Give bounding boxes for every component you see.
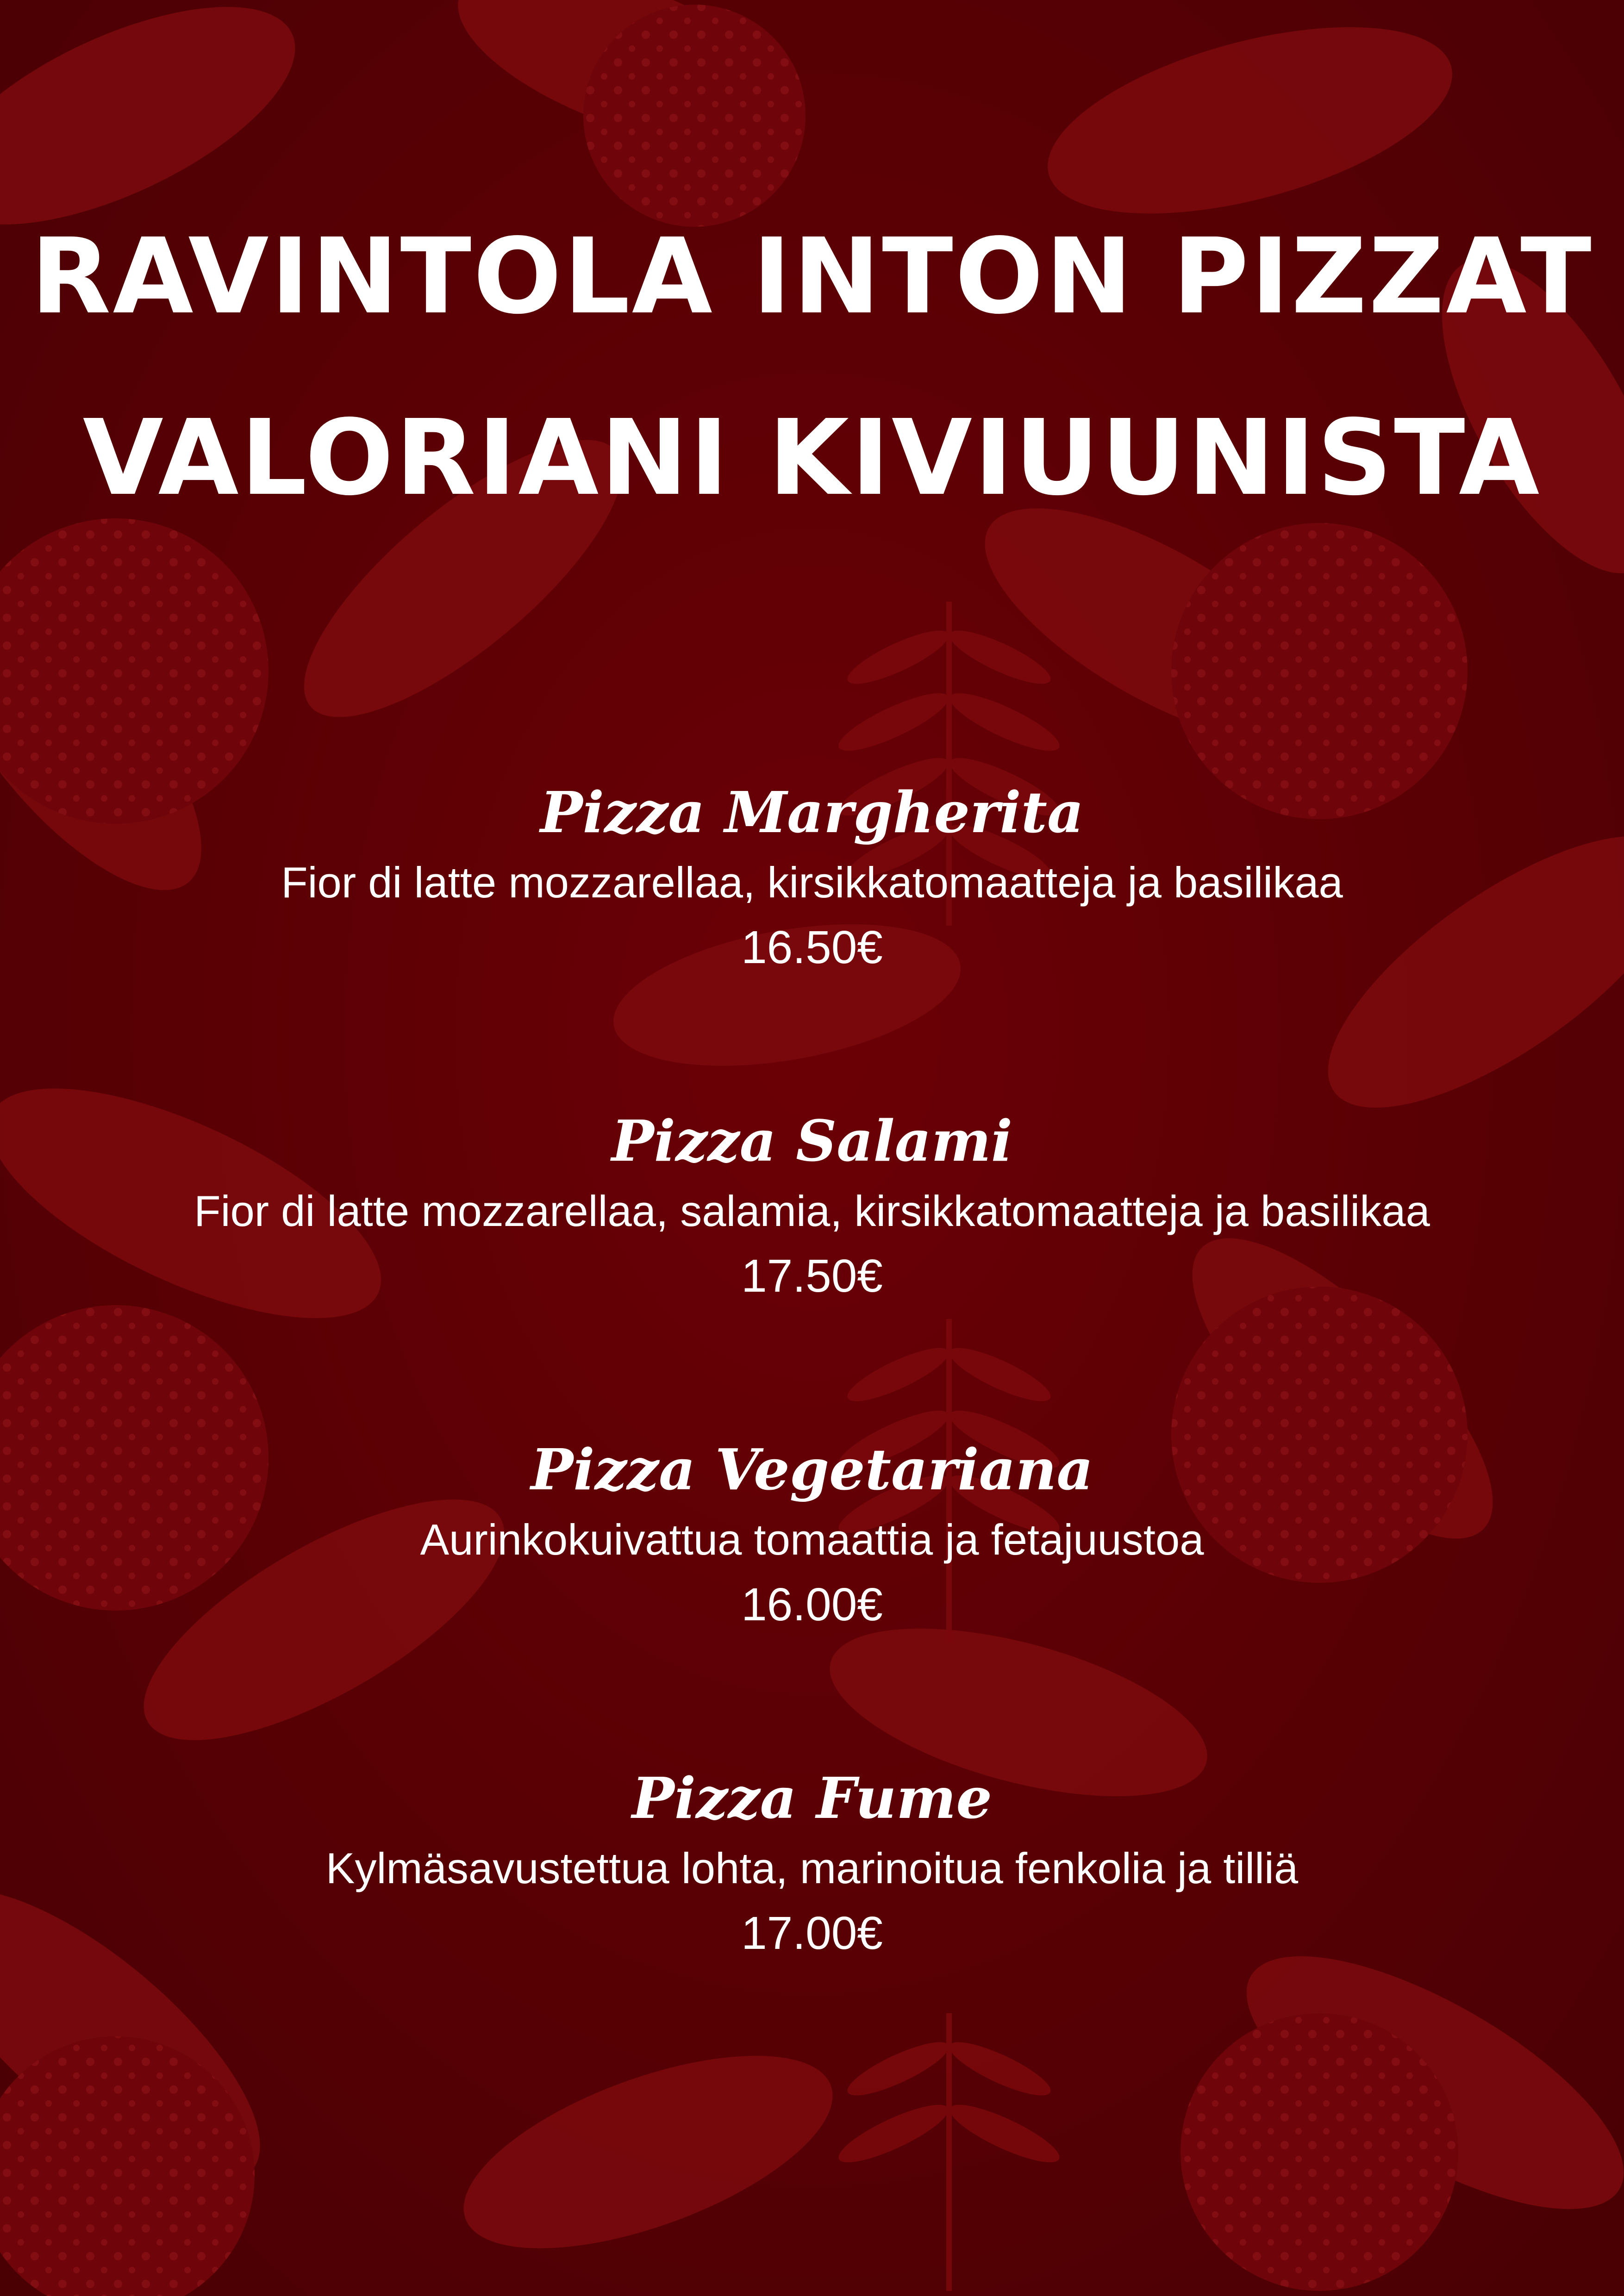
menu-item xyxy=(0,1106,1624,1306)
menu-item-name: Pizza Salami xyxy=(611,1108,1013,1174)
menu-item-name: Pizza Margherita xyxy=(540,779,1084,846)
menu-item xyxy=(0,778,1624,977)
menu-item xyxy=(0,1763,1624,1963)
menu-item-description: Kylmäsavustettua lohta, marinoitua fenkolia ja tilliä xyxy=(325,1844,1299,1892)
menu-item xyxy=(0,1435,1624,1635)
menu-item-description: Fior di latte mozzarellaa, salamia, kirsikkatomaatteja ja basilikaa xyxy=(194,1187,1430,1235)
menu-item-price: 16.00€ xyxy=(741,1579,883,1630)
menu-item-price: 17.00€ xyxy=(741,1907,883,1959)
menu-title-line2: VALORIANI KIVIUUNISTA xyxy=(82,398,1542,519)
menu-item-price: 16.50€ xyxy=(741,921,883,973)
menu-item-price: 17.50€ xyxy=(741,1250,883,1302)
menu-item-name: Pizza Vegetariana xyxy=(531,1436,1093,1503)
menu-item-description: Aurinkokuivattua tomaattia ja fetajuustoa xyxy=(420,1515,1204,1564)
menu-item-description: Fior di latte mozzarellaa, kirsikkatomaatteja ja basilikaa xyxy=(281,858,1343,907)
menu-title-line1: RAVINTOLA INTON PIZZAT xyxy=(31,216,1593,337)
menu-item-name: Pizza Fume xyxy=(631,1765,993,1831)
